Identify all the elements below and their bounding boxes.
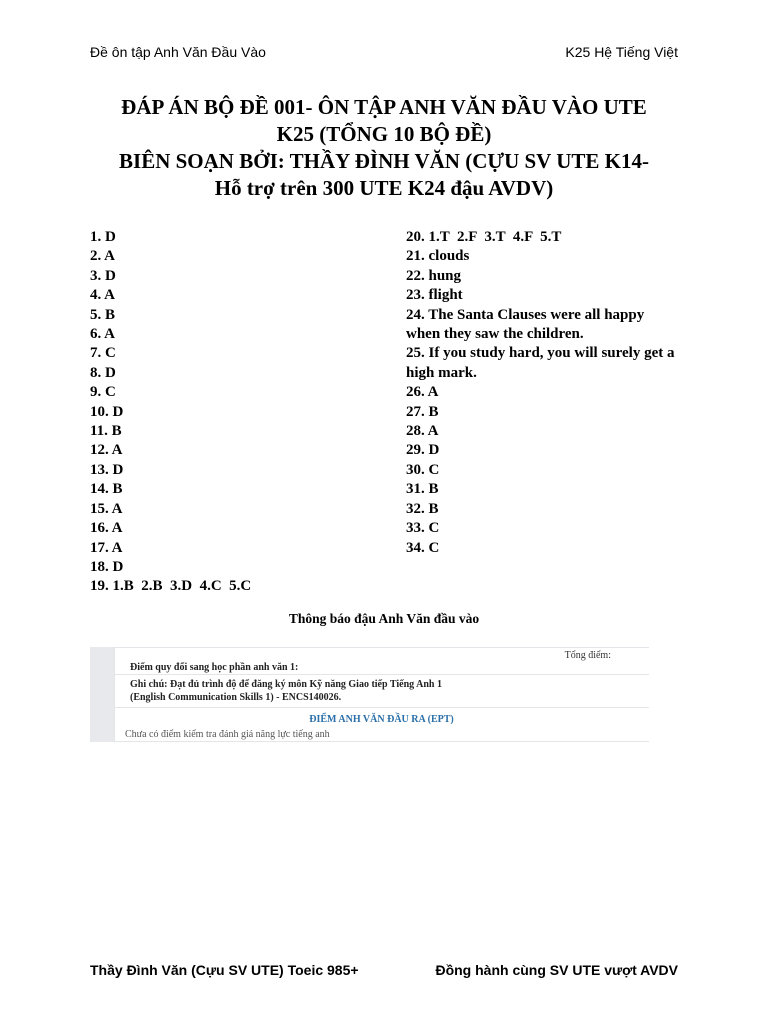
page-footer: [90, 962, 678, 978]
answer-column-right: [406, 228, 678, 558]
answer-item: 33. C: [406, 520, 440, 537]
answer-item: 13. D: [90, 461, 124, 478]
score-screenshot: [90, 647, 649, 742]
answer-item: 27. B: [406, 403, 439, 420]
footer-right-text: Đồng hành cùng SV UTE vượt AVDV: [435, 962, 678, 978]
answer-item: 1. D: [90, 229, 116, 245]
title-line-3: BIÊN SOẠN BỞI: THẦY ĐÌNH VĂN (CỰU SV UTE K14-: [119, 149, 649, 173]
answer-item: 5. B: [90, 306, 116, 323]
answer-item: 2. A: [90, 248, 116, 265]
answer-item: 8. D: [90, 364, 116, 381]
answer-item: 14. B: [90, 481, 123, 498]
total-score-label: Tổng điểm:: [564, 650, 611, 661]
answer-item: 26. A: [406, 384, 439, 401]
answer-item: 21. clouds: [406, 248, 470, 265]
answer-item: 10. D: [90, 403, 124, 420]
answer-item: 28. A: [406, 423, 439, 440]
answer-item: 20. 1.T 2.F 3.T 4.F 5.T: [406, 229, 562, 245]
screenshot-gutter: [90, 647, 114, 742]
answer-item: 15. A: [90, 500, 123, 517]
answer-item: 12. A: [90, 442, 123, 459]
answer-item: 9. C: [90, 384, 116, 401]
screenshot-divider: [114, 741, 649, 742]
document-title: [60, 94, 708, 202]
answer-item: 23. flight: [406, 287, 463, 304]
screenshot-divider: [114, 707, 649, 708]
answer-item: 3. D: [90, 267, 116, 284]
note-line-1: Ghi chú: Đạt đủ trình độ để đăng ký môn Kỹ năng Giao tiếp Tiếng Anh 1: [130, 679, 442, 690]
screenshot-divider: [114, 647, 649, 648]
note-line-2: (English Communication Skills 1) - ENCS140026.: [130, 692, 342, 703]
answer-item: 11. B: [90, 423, 122, 440]
answer-item: 19. 1.B 2.B 3.D 4.C 5.C: [90, 578, 252, 595]
answer-item: 22. hung: [406, 267, 462, 284]
answer-item: 6. A: [90, 326, 116, 343]
title-line-2: K25 (TỔNG 10 BỘ ĐỀ): [276, 122, 492, 146]
answer-item: 17. A: [90, 539, 123, 556]
answer-item: 24. The Santa Clauses were all happy when they saw the children.: [406, 306, 648, 343]
answer-item: 31. B: [406, 481, 439, 498]
answer-item: 16. A: [90, 520, 123, 537]
screenshot-divider: [114, 647, 115, 742]
header-right-text: K25 Hệ Tiếng Việt: [565, 44, 678, 60]
title-line-4: Hỗ trợ trên 300 UTE K24 đậu AVDV): [214, 176, 554, 200]
answer-item: 18. D: [90, 558, 124, 575]
footer-left-text: Thầy Đình Văn (Cựu SV UTE) Toeic 985+: [90, 962, 359, 978]
conversion-score-label: Điểm quy đổi sang học phần anh văn 1:: [130, 662, 299, 673]
no-score-message: Chưa có điểm kiểm tra đánh giá năng lực tiếng anh: [125, 729, 330, 740]
answer-column-left: [90, 228, 380, 597]
answer-item: 30. C: [406, 461, 440, 478]
answer-item: 29. D: [406, 442, 440, 459]
title-line-1: ĐÁP ÁN BỘ ĐỀ 001- ÔN TẬP ANH VĂN ĐẦU VÀO UTE: [121, 95, 647, 119]
pass-notice-heading: Thông báo đậu Anh Văn đầu vào: [288, 611, 480, 626]
page-header: [90, 44, 678, 60]
answer-item: 34. C: [406, 539, 440, 556]
answer-item: 4. A: [90, 287, 116, 304]
registration-note: [130, 678, 442, 704]
screenshot-divider: [114, 674, 649, 675]
ept-heading: ĐIỂM ANH VĂN ĐẦU RA (EPT): [309, 714, 454, 725]
answer-item: 7. C: [90, 345, 116, 362]
header-left-text: Đề ôn tập Anh Văn Đầu Vào: [90, 44, 266, 60]
answer-item: 25. If you study hard, you will surely get a high mark.: [406, 345, 679, 381]
answer-item: 32. B: [406, 500, 439, 517]
